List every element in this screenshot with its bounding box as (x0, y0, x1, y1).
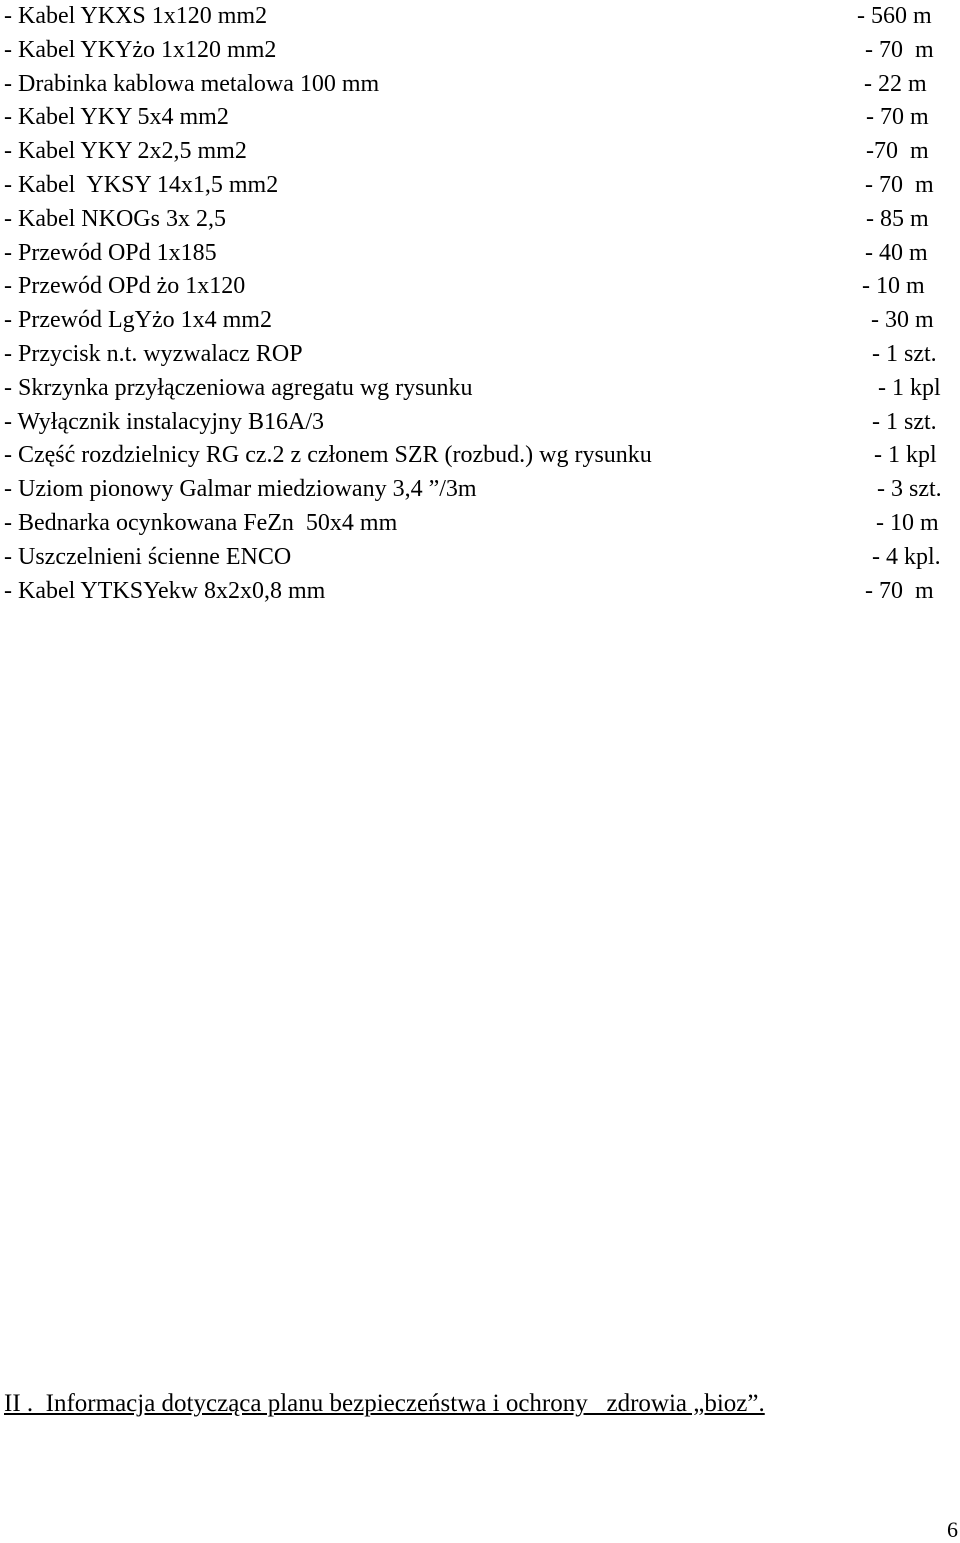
item-quantity: - 70 m (866, 104, 929, 131)
item-label: - Przycisk n.t. wyzwalacz ROP (4, 340, 303, 367)
item-label: - Kabel YKSY 14x1,5 mm2 (4, 171, 279, 198)
item-quantity: - 4 kpl. (872, 543, 941, 570)
item-quantity: - 1 kpl (878, 374, 941, 401)
item-quantity: - 40 m (865, 239, 928, 266)
item-label: - Uszczelnieni ścienne ENCO (4, 543, 292, 570)
item-quantity: - 1 szt. (872, 408, 937, 435)
item-quantity: - 85 m (866, 205, 929, 232)
item-quantity: - 10 m (876, 509, 939, 536)
list-item (0, 406, 960, 440)
list-item (0, 270, 960, 304)
item-label: - Kabel YKY 5x4 mm2 (4, 104, 229, 131)
item-quantity: - 70 m (865, 577, 934, 604)
item-label: - Przewód LgYżo 1x4 mm2 (4, 307, 272, 334)
item-quantity: - 70 m (865, 36, 934, 63)
item-quantity: - 10 m (862, 273, 925, 300)
list-item (0, 439, 960, 473)
list-item (0, 338, 960, 372)
list-item (0, 372, 960, 406)
item-label: - Drabinka kablowa metalowa 100 mm (4, 70, 380, 97)
item-label: - Część rozdzielnicy RG cz.2 z członem SZR (rozbud.) wg rysunku (4, 442, 652, 469)
item-quantity: - 560 m (857, 3, 932, 29)
item-label: - Kabel YTKSYekw 8x2x0,8 mm (4, 577, 326, 604)
item-quantity: - 30 m (871, 307, 934, 334)
list-item (0, 135, 960, 169)
item-label: - Kabel YKXS 1x120 mm2 (4, 3, 268, 29)
list-item (0, 304, 960, 338)
list-item (0, 575, 960, 609)
item-quantity: - 1 szt. (872, 340, 937, 367)
item-quantity: -70 m (866, 138, 929, 165)
list-item (0, 0, 960, 34)
item-label: - Przewód OPd 1x185 (4, 239, 217, 266)
section-heading: II . Informacja dotycząca planu bezpieczeństwa i ochrony zdrowia „bioz”. (4, 1390, 765, 1417)
materials-list (0, 0, 960, 608)
list-item (0, 34, 960, 68)
item-label: - Bednarka ocynkowana FeZn 50x4 mm (4, 509, 398, 536)
item-quantity: - 22 m (864, 70, 927, 97)
item-label: - Kabel YKYżo 1x120 mm2 (4, 36, 277, 63)
list-item (0, 237, 960, 271)
item-label: - Kabel NKOGs 3x 2,5 (4, 205, 226, 232)
item-label: - Uziom pionowy Galmar miedziowany 3,4 ”/3m (4, 476, 477, 503)
list-item (0, 473, 960, 507)
item-label: - Skrzynka przyłączeniowa agregatu wg rysunku (4, 374, 473, 401)
item-quantity: - 3 szt. (877, 476, 942, 503)
page-number: 6 (947, 1517, 958, 1542)
item-quantity: - 1 kpl (874, 442, 937, 469)
list-item (0, 541, 960, 575)
item-label: - Przewód OPd żo 1x120 (4, 273, 246, 300)
list-item (0, 101, 960, 135)
item-quantity: - 70 m (865, 171, 934, 198)
item-label: - Wyłącznik instalacyjny B16A/3 (4, 408, 325, 435)
list-item (0, 507, 960, 541)
list-item (0, 169, 960, 203)
item-label: - Kabel YKY 2x2,5 mm2 (4, 138, 247, 165)
list-item (0, 68, 960, 102)
list-item (0, 203, 960, 237)
